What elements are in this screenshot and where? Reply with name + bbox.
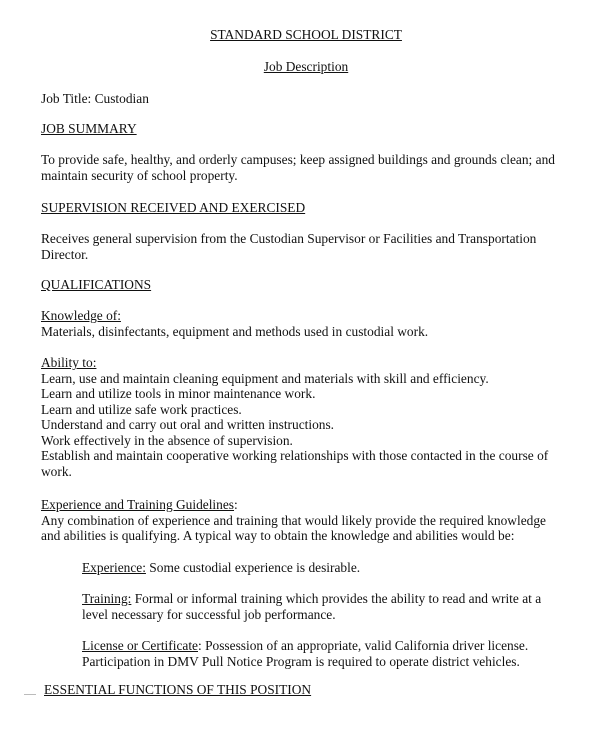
job-title: Job Title: Custodian <box>41 91 149 106</box>
training-text: Formal or informal training which provides the ability to read and write at a <box>131 591 542 606</box>
license-text: : Possession of an appropriate, valid California driver license. <box>198 638 529 653</box>
ability-line: Learn and utilize tools in minor maintenance work. <box>41 386 316 401</box>
supervision-line: Receives general supervision from the Custodian Supervisor or Facilities and Transportation <box>41 231 537 246</box>
license-label: License or Certificate <box>82 638 198 653</box>
experience-text: Some custodial experience is desirable. <box>145 560 361 575</box>
job-summary-line: To provide safe, healthy, and orderly campuses; keep assigned buildings and grounds clean; and <box>41 152 555 167</box>
experience-label: Experience: <box>82 560 146 575</box>
essential-functions-heading <box>44 682 311 698</box>
knowledge-label: Knowledge of: <box>41 308 121 323</box>
knowledge-section <box>41 308 581 339</box>
document-type <box>0 59 600 75</box>
experience-training-line: Any combination of experience and training that would likely provide the required knowledge <box>41 512 546 528</box>
experience-training-line: and abilities is qualifying. A typical way to obtain the knowledge and abilities would be: <box>41 528 515 543</box>
ability-line: Understand and carry out oral and written instructions. <box>41 417 335 432</box>
experience-item <box>82 560 582 576</box>
essential-functions-heading-text: ESSENTIAL FUNCTIONS OF THIS POSITION <box>44 682 312 697</box>
supervision-body <box>41 231 581 262</box>
training-item <box>82 591 582 622</box>
experience-training-section <box>41 497 581 544</box>
job-summary-line: maintain security of school property. <box>41 167 238 183</box>
ability-line: work. <box>41 463 72 479</box>
training-text-line2: level necessary for successful job performance. <box>82 606 336 622</box>
ability-line: Establish and maintain cooperative working relationships with those contacted in the course of <box>41 448 549 463</box>
document-type-text: Job Description <box>263 59 349 74</box>
training-label: Training: <box>82 591 132 606</box>
license-text-line2: Participation in DMV Pull Notice Program is required to operate district vehicles. <box>82 653 520 669</box>
supervision-heading-text: SUPERVISION RECEIVED AND EXERCISED <box>41 200 306 215</box>
margin-dash <box>24 694 36 695</box>
job-summary-heading <box>41 121 137 137</box>
supervision-line: Director. <box>41 246 89 262</box>
ability-line: Work effectively in the absence of supervision. <box>41 432 293 448</box>
district-name-text: STANDARD SCHOOL DISTRICT <box>210 27 402 42</box>
experience-training-label: Experience and Training Guidelines <box>41 497 235 512</box>
knowledge-line: Materials, disinfectants, equipment and methods used in custodial work. <box>41 323 429 339</box>
qualifications-heading-text: QUALIFICATIONS <box>41 277 152 292</box>
ability-label: Ability to: <box>41 355 97 370</box>
ability-line: Learn, use and maintain cleaning equipment and materials with skill and efficiency. <box>41 370 489 386</box>
license-item <box>82 638 582 669</box>
qualifications-heading <box>41 277 151 293</box>
ability-line: Learn and utilize safe work practices. <box>41 401 242 417</box>
job-summary-heading-text: JOB SUMMARY <box>41 121 137 136</box>
ability-section <box>41 355 581 479</box>
job-summary-body <box>41 152 581 183</box>
supervision-heading <box>41 200 305 216</box>
district-name <box>0 27 600 43</box>
experience-training-colon: : <box>234 497 238 512</box>
